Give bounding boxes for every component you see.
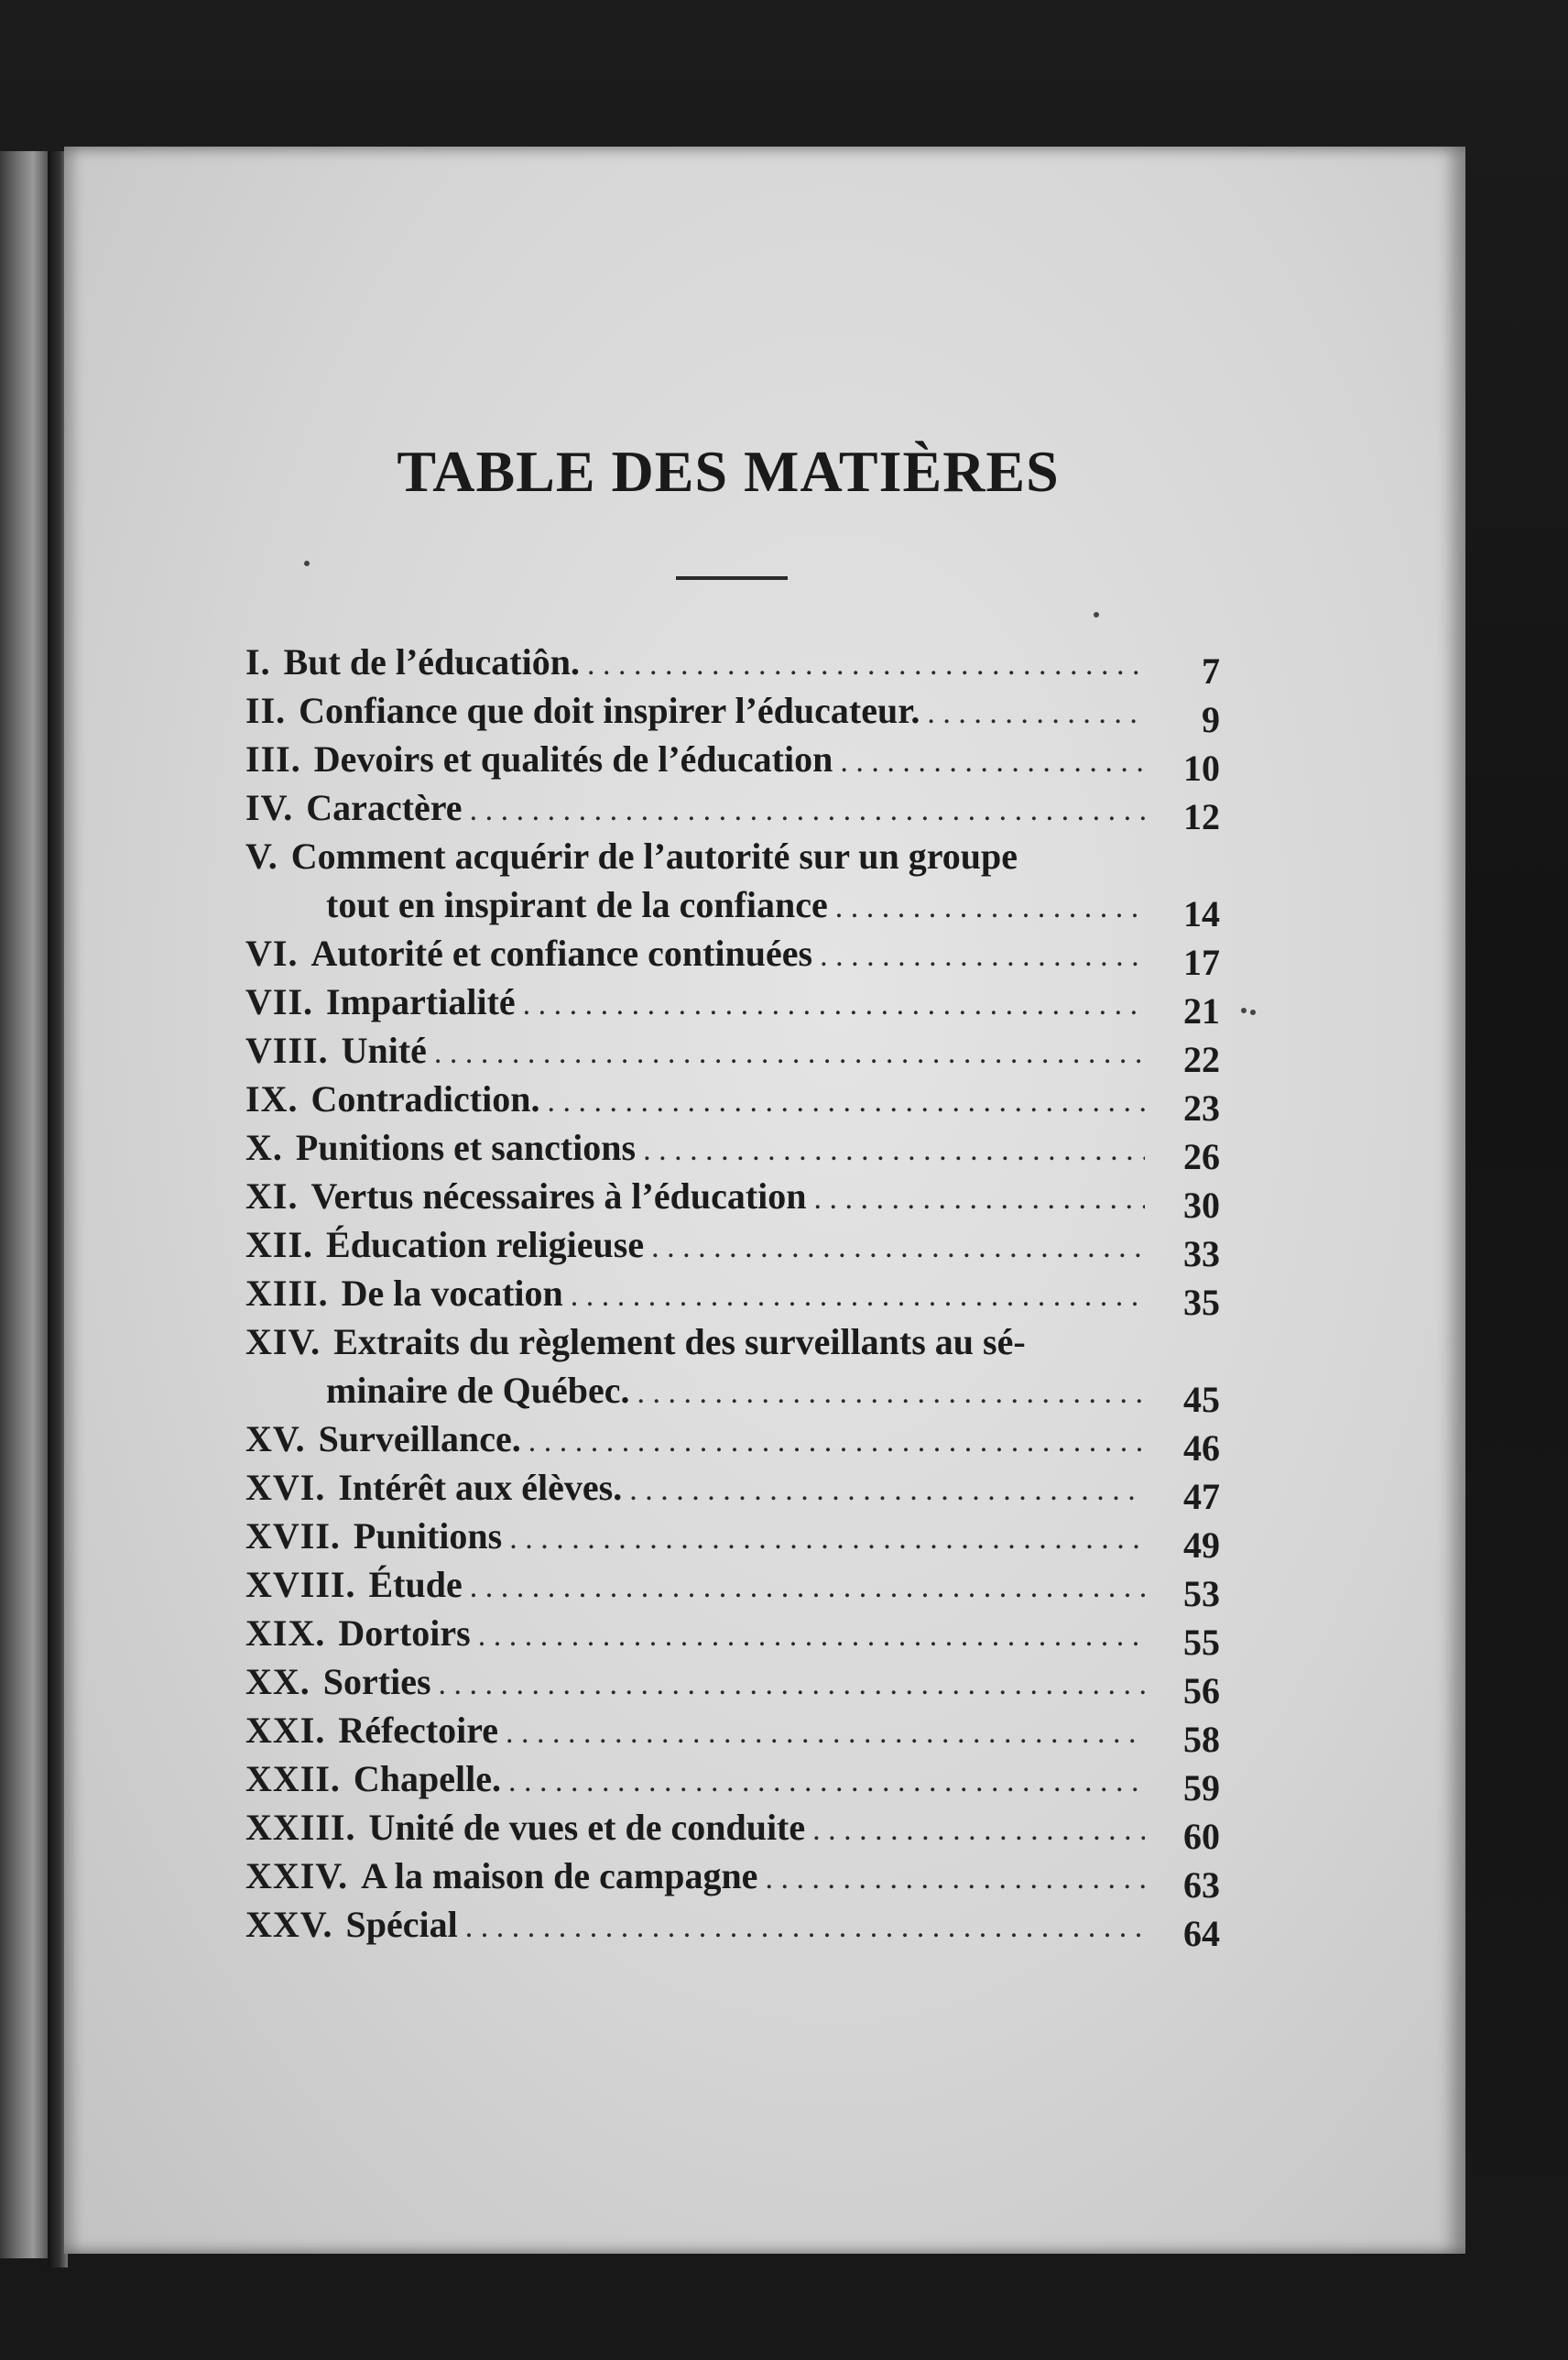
toc-leader-dots [439, 1660, 1145, 1709]
toc-leader-dots [927, 689, 1145, 738]
toc-chapter-number: IV. [245, 787, 294, 828]
toc-page-number: 9 [1202, 699, 1220, 740]
toc-entry [245, 1269, 1220, 1323]
toc-page-number: 53 [1183, 1573, 1220, 1614]
toc-entry [245, 783, 1220, 837]
toc-page-number: 7 [1202, 650, 1220, 692]
toc-page-number: 46 [1183, 1427, 1220, 1469]
toc-chapter-number: IX. [245, 1078, 299, 1120]
toc-entry [245, 832, 1220, 934]
toc-page-number: 30 [1183, 1185, 1220, 1226]
toc-chapter-title: Punitions [353, 1515, 503, 1557]
toc-page-number: 55 [1183, 1622, 1220, 1663]
toc-chapter-title: Vertus nécessaires à l’éducation [310, 1175, 807, 1217]
toc-entry [245, 686, 1220, 740]
toc-entry [245, 638, 1220, 692]
toc-entry [245, 1900, 1220, 1954]
toc-entry [245, 1609, 1220, 1663]
toc-chapter-title: Intérêt aux élèves. [338, 1467, 623, 1508]
toc-chapter-number: XVI. [245, 1467, 326, 1508]
toc-leader-dots [840, 738, 1145, 786]
toc-chapter-number: V. [245, 836, 278, 877]
toc-page-number: 14 [1183, 893, 1220, 934]
toc-chapter-title: Surveillance. [318, 1418, 521, 1459]
toc-leader-dots [814, 1175, 1145, 1223]
toc-page-number: 10 [1183, 748, 1220, 789]
toc-page-number: 26 [1183, 1136, 1220, 1177]
toc-entry [245, 1657, 1220, 1711]
toc-leader-dots [820, 932, 1145, 980]
toc-chapter-title: A la maison de campagne [361, 1855, 758, 1896]
toc-leader-dots [478, 1612, 1145, 1660]
toc-entry [245, 1512, 1220, 1566]
toc-chapter-title: Autorité et confiance continuées [310, 933, 813, 974]
toc-chapter-number: VI. [245, 933, 299, 974]
toc-entry [245, 929, 1220, 983]
title-rule [676, 576, 788, 580]
toc-leader-dots [508, 1757, 1145, 1806]
toc-leader-dots [470, 1563, 1145, 1612]
toc-chapter-number: XIII. [245, 1273, 329, 1314]
toc-chapter-title: Contradiction. [310, 1078, 540, 1120]
toc-page-number: 35 [1183, 1282, 1220, 1323]
print-speck [1094, 612, 1099, 617]
print-speck [1250, 1010, 1256, 1015]
toc-chapter-title: Extraits du règlement des surveillants au sé- [333, 1321, 1026, 1362]
toc-leader-dots [528, 1417, 1145, 1466]
toc-leader-dots [587, 640, 1145, 689]
toc-leader-dots [765, 1854, 1145, 1903]
toc-leader-dots [434, 1029, 1145, 1077]
toc-leader-dots [629, 1466, 1145, 1514]
toc-page-number: 63 [1183, 1864, 1220, 1906]
toc-leader-dots [835, 883, 1145, 932]
toc-chapter-title: Dortoirs [338, 1612, 471, 1654]
toc-chapter-number: XVII. [245, 1515, 341, 1557]
toc-entry [245, 1317, 1220, 1420]
toc-entry [245, 1852, 1220, 1906]
toc-chapter-title: Sorties [322, 1661, 431, 1702]
toc-chapter-number: XXI. [245, 1710, 326, 1751]
toc-entry [245, 1415, 1220, 1469]
toc-chapter-number: VII. [245, 981, 314, 1022]
toc-page-number: 56 [1183, 1670, 1220, 1711]
toc-leader-dots [465, 1903, 1145, 1951]
toc-entry [245, 1754, 1220, 1808]
toc-page-number: 12 [1183, 796, 1220, 837]
toc-chapter-title: But de l’éducatiôn. [283, 641, 580, 683]
toc-leader-dots [571, 1272, 1145, 1320]
toc-chapter-title: Impartialité [326, 981, 516, 1022]
toc-page-number: 22 [1183, 1039, 1220, 1080]
toc-chapter-number: VIII. [245, 1030, 329, 1071]
toc-page-number: 60 [1183, 1816, 1220, 1857]
toc-chapter-number: XXIII. [245, 1807, 356, 1848]
toc-leader-dots [812, 1806, 1145, 1854]
toc-entry [245, 1706, 1220, 1760]
toc-entry [245, 1075, 1220, 1129]
toc-chapter-title: Éducation religieuse [326, 1224, 645, 1265]
toc-chapter-title: Unité [341, 1030, 427, 1071]
toc-chapter-number: XV. [245, 1418, 306, 1459]
toc-chapter-title: Comment acquérir de l’autorité sur un groupe [290, 836, 1018, 877]
toc-chapter-number: XVIII. [245, 1564, 356, 1605]
toc-chapter-title-continued: minaire de Québec. [326, 1370, 630, 1411]
toc-chapter-number: X. [245, 1127, 283, 1168]
toc-chapter-number: XIV. [245, 1321, 321, 1362]
print-speck [1241, 1008, 1247, 1013]
toc-page-number: 21 [1183, 990, 1220, 1032]
toc-chapter-number: XXV. [245, 1904, 333, 1945]
toc-chapter-number: XI. [245, 1175, 299, 1217]
toc-chapter-number: I. [245, 641, 271, 683]
toc-page-number: 58 [1183, 1719, 1220, 1760]
toc-entry [245, 1803, 1220, 1857]
toc-entry [245, 1172, 1220, 1226]
toc-chapter-title: Étude [368, 1564, 463, 1605]
toc-leader-dots [643, 1126, 1145, 1175]
toc-chapter-number: XIX. [245, 1612, 326, 1654]
toc-chapter-number: II. [245, 690, 287, 731]
toc-chapter-title: Caractère [306, 787, 463, 828]
toc-entry [245, 1026, 1220, 1080]
toc-entry [245, 1220, 1220, 1274]
toc-page-number: 59 [1183, 1767, 1220, 1808]
toc-page-number: 23 [1183, 1087, 1220, 1129]
toc-chapter-number: XX. [245, 1661, 310, 1702]
toc-chapter-title: Spécial [345, 1904, 458, 1945]
toc-page-number: 45 [1183, 1379, 1220, 1420]
toc-entry [245, 1560, 1220, 1614]
toc-chapter-title-continued: tout en inspirant de la confiance [326, 884, 828, 925]
toc-leader-dots [651, 1223, 1145, 1272]
toc-chapter-number: XXIV. [245, 1855, 349, 1896]
toc-chapter-number: XII. [245, 1224, 314, 1265]
toc-leader-dots [637, 1369, 1145, 1417]
print-speck [304, 561, 310, 566]
toc-page-number: 64 [1183, 1913, 1220, 1954]
toc-chapter-number: XXII. [245, 1758, 341, 1799]
toc-leader-dots [547, 1077, 1145, 1126]
toc-chapter-title: Punitions et sanctions [295, 1127, 637, 1168]
toc-leader-dots [523, 980, 1145, 1029]
page-title: TABLE DES MATIÈRES [397, 439, 1060, 504]
toc-page-number: 17 [1183, 942, 1220, 983]
toc-leader-dots [509, 1514, 1145, 1563]
table-of-contents [245, 638, 1220, 1954]
toc-leader-dots [470, 786, 1145, 835]
toc-chapter-title: Confiance que doit inspirer l’éducateur. [299, 690, 920, 731]
toc-entry [245, 1123, 1220, 1177]
toc-chapter-title: Unité de vues et de conduite [368, 1807, 806, 1848]
toc-chapter-title: Réfectoire [338, 1710, 499, 1751]
toc-page-number: 49 [1183, 1524, 1220, 1566]
toc-entry [245, 978, 1220, 1032]
toc-chapter-number: III. [245, 738, 301, 780]
toc-leader-dots [506, 1709, 1145, 1757]
toc-page-number: 33 [1183, 1233, 1220, 1274]
toc-entry [245, 1463, 1220, 1517]
toc-page-number: 47 [1183, 1476, 1220, 1517]
toc-chapter-title: Devoirs et qualités de l’éducation [313, 738, 833, 780]
toc-chapter-title: De la vocation [341, 1273, 563, 1314]
toc-entry [245, 735, 1220, 789]
toc-chapter-title: Chapelle. [353, 1758, 502, 1799]
